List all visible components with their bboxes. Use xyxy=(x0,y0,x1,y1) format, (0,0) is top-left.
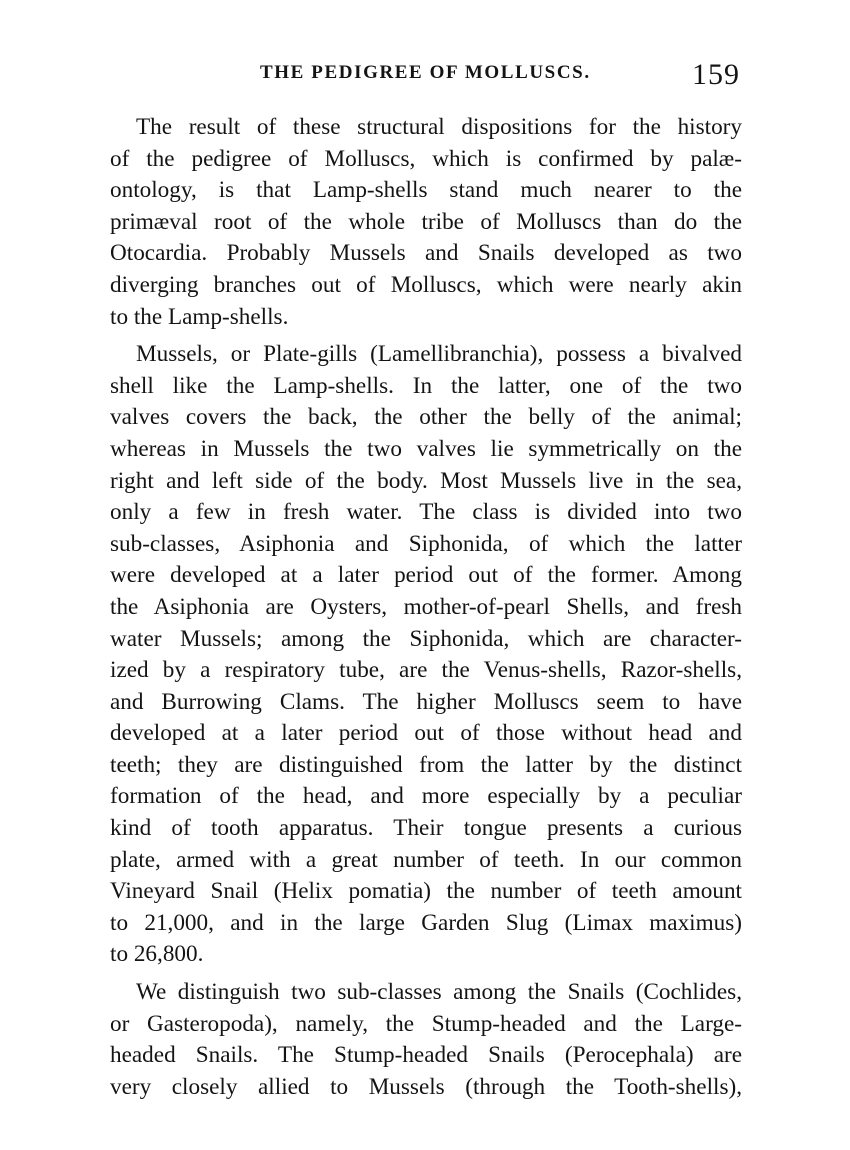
text-line: diverging branches out of Molluscs, which were nearly akin xyxy=(110,271,742,298)
page-number: 159 xyxy=(692,58,740,91)
text-line: developed at a later period out of those without head and xyxy=(110,720,742,747)
text-line: headed Snails. The Stump-headed Snails (Perocephala) are xyxy=(110,1042,742,1069)
text-line: shell like the Lamp-shells. In the latter, one of the two xyxy=(110,372,742,399)
text-line: to 21,000, and in the large Garden Slug (Limax maximus) xyxy=(110,909,742,936)
text-line: teeth; they are distinguished from the latter by the distinct xyxy=(110,751,742,778)
text-line: We distinguish two sub-classes among the Snails (Cochlides, xyxy=(136,979,742,1006)
text-line: valves covers the back, the other the belly of the animal; xyxy=(110,404,742,431)
text-line: kind of tooth apparatus. Their tongue presents a curious xyxy=(110,815,742,842)
running-title: THE PEDIGREE OF MOLLUSCS. xyxy=(260,62,591,83)
text-line: ontology, is that Lamp-shells stand much nearer to the xyxy=(110,177,742,204)
text-line: of the pedigree of Molluscs, which is confirmed by palæ- xyxy=(110,145,742,172)
text-line: The result of these structural dispositions for the history xyxy=(136,114,742,140)
text-line: or Gasteropoda), namely, the Stump-headed and the Large- xyxy=(110,1010,742,1037)
paragraph xyxy=(110,977,742,1103)
text-line: primæval root of the whole tribe of Molluscs than do the xyxy=(110,208,742,235)
text-line: Otocardia. Probably Mussels and Snails developed as two xyxy=(110,240,742,267)
paragraph xyxy=(110,112,742,333)
text-line: ized by a respiratory tube, are the Venus-shells, Razor-shells, xyxy=(110,657,742,684)
running-head xyxy=(110,58,740,92)
body-text xyxy=(110,112,742,1109)
text-line: whereas in Mussels the two valves lie symmetrically on the xyxy=(110,435,742,462)
text-line: plate, armed with a great number of teeth. In our common xyxy=(110,846,742,873)
text-line: right and left side of the body. Most Mussels live in the sea, xyxy=(110,467,742,494)
text-line: water Mussels; among the Siphonida, which are character- xyxy=(110,625,742,652)
text-line: sub-classes, Asiphonia and Siphonida, of which the latter xyxy=(110,530,742,557)
text-line: very closely allied to Mussels (through the Tooth-shells), xyxy=(110,1073,742,1100)
text-line: and Burrowing Clams. The higher Molluscs seem to have xyxy=(110,688,742,715)
text-line: the Asiphonia are Oysters, mother-of-pearl Shells, and fresh xyxy=(110,593,742,620)
text-line: only a few in fresh water. The class is divided into two xyxy=(110,499,742,526)
paragraph xyxy=(110,339,742,971)
text-line: Mussels, or Plate-gills (Lamellibranchia), possess a bivalved xyxy=(136,341,742,368)
text-line: Vineyard Snail (Helix pomatia) the number of teeth amount xyxy=(110,878,742,905)
text-line: to 26,800. xyxy=(110,941,204,968)
text-line: formation of the head, and more especially by a peculiar xyxy=(110,783,742,810)
text-line: were developed at a later period out of the former. Among xyxy=(110,562,742,589)
text-line: to the Lamp-shells. xyxy=(110,303,289,330)
